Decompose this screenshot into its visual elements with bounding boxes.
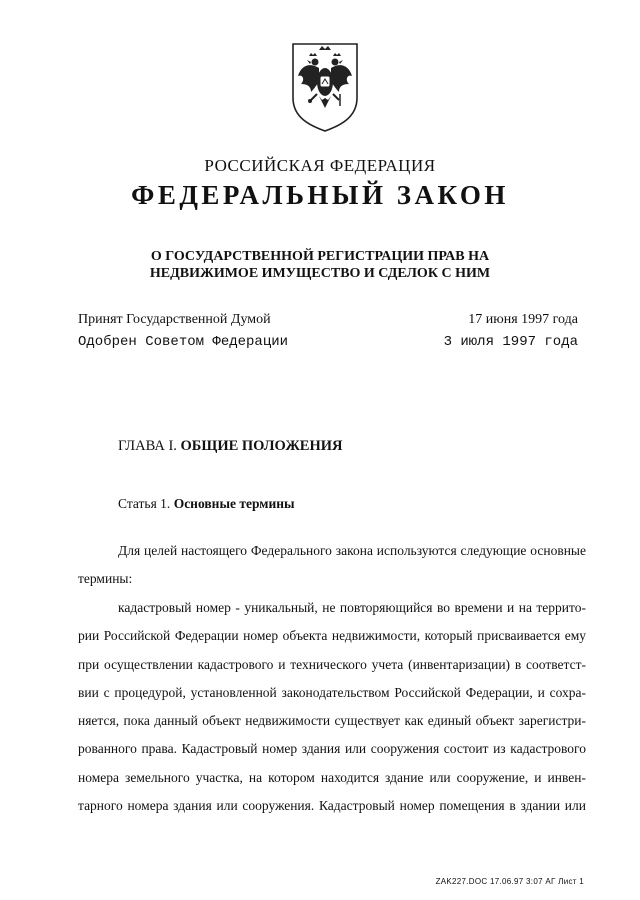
paragraph-line: вии с процедурой, установленной законодательством Российской Федерации, и сохра-	[78, 684, 586, 700]
definition-paragraph	[78, 594, 586, 820]
law-type-title: ФЕДЕРАЛЬНЫЙ ЗАКОН	[131, 180, 509, 210]
paragraph-line: рии Российской Федерации номер объекта недвижимости, который присваивается ему	[78, 628, 586, 644]
chapter-heading	[118, 438, 343, 455]
coat-of-arms-icon	[289, 40, 361, 134]
intro-paragraph	[78, 537, 586, 594]
paragraph-line: при осуществлении кадастрового и технического учета (инвентаризации) в соответст-	[78, 656, 586, 672]
law-subject-line: НЕДВИЖИМОЕ ИМУЩЕСТВО И СДЕЛОК С НИМ	[149, 266, 491, 281]
article-number: Статья 1.	[118, 496, 171, 511]
council-approval-date: 3 июля 1997 года	[443, 334, 578, 350]
document-footer: ZAK227.DOC 17.06.97 3:07 АГ Лист 1	[435, 877, 584, 886]
paragraph-line: Для целей настоящего Федерального закона используются следующие основные	[118, 543, 586, 558]
chapter-title: ОБЩИЕ ПОЛОЖЕНИЯ	[180, 438, 343, 454]
article-heading	[118, 496, 295, 512]
paragraph-line: няется, пока данный объект недвижимости существует как единый объект зарегистри-	[78, 713, 586, 729]
paragraph-line: номера земельного участка, на котором находится здание или сооружение, и инвен-	[78, 769, 586, 785]
paragraph-line: тарного номера здания или сооружения. Кадастровый номер помещения в здании или	[78, 798, 586, 814]
duma-adoption-label: Принят Государственной Думой	[78, 312, 271, 327]
duma-adoption-date: 17 июня 1997 года	[468, 312, 578, 327]
country-name: РОССИЙСКАЯ ФЕДЕРАЦИЯ	[204, 156, 436, 175]
paragraph-line: термины:	[78, 571, 133, 587]
law-subject	[0, 248, 640, 282]
law-subject-line: О ГОСУДАРСТВЕННОЙ РЕГИСТРАЦИИ ПРАВ НА	[150, 249, 490, 264]
chapter-number: ГЛАВА I.	[118, 438, 177, 454]
council-approval-label: Одобрен Советом Федерации	[78, 334, 289, 350]
paragraph-line: кадастровый номер - уникальный, не повторяющийся во времени и на террито-	[118, 600, 586, 615]
paragraph-line: рованного права. Кадастровый номер здания или сооружения состоит из кадастрового	[78, 741, 586, 757]
article-title: Основные термины	[173, 496, 295, 511]
